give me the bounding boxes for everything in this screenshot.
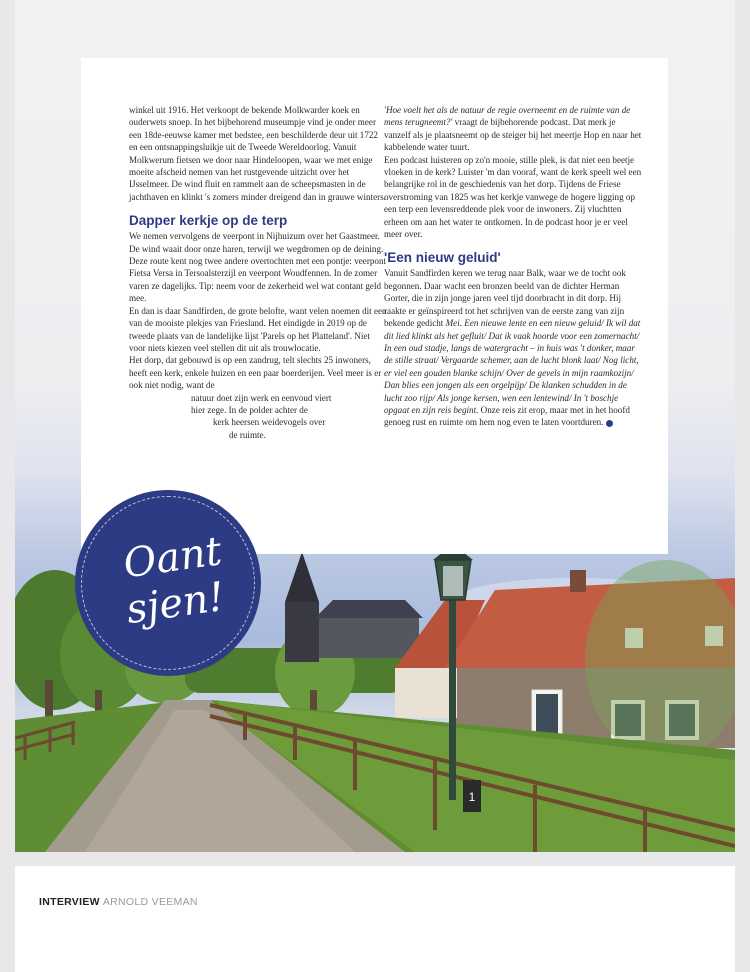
poem-quote: Een nieuwe lente en een nieuw geluid/ Ik wil dat dit lied klinkt als het gefluit/ Dat ik vaak hoorde voor een zomernacht/ In een oud stadje, langs de watergracht – in huis was 't donker, maar de stille straat/ Vergaarde schemer, aan de lucht blonk laat/ Nog licht, er viel een gouden blanke schijn/ Over de gevels in mijn raamkozijn/ Dan blies een jongen als een orgelpijp/ De klanken schudden in de lucht zoo rijp/ Als jonge kersen, wen een lentewind/ In 't boschje opgaat en zijn reis begint.: [384, 318, 641, 415]
footer-author: ARNOLD VEEMAN: [102, 896, 198, 908]
signpost-number: 1: [468, 790, 476, 804]
article-text: .: [459, 318, 465, 329]
article-column-left: [129, 104, 387, 441]
article-text: vraagt de bijbehorende podcast. Dat merk je vanzelf als je plaatsneemt op de steiger bij het meertje Hop en naar het kabbelende water tuurt.: [384, 117, 642, 153]
article-text: Vanuit Sandfirden keren we terug naar Balk, waar we de tocht ook begonnen. Daar wacht een bronzen beeld van de dichter Herman Gorter, die in zijn jonge jaren veel tijd doorbracht in dit dorp. Hij raakte er geïnspireerd tot het schrijven van de eerste zang van zijn bekende gedicht: [384, 268, 626, 329]
article-paragraph: We nemen vervolgens de veerpont in Nijhuizum over het Gaastmeer. De wind waait door onze haren, terwijl we wegdromen op de deining. Deze route kent nog twee andere overtochten met een pontje: veerpont Fietsa Versa in Tersoalsterzijl en veerpont Woudfennen. In de zomer varen ze dagelijks. Tip: neem voor de zekerheid wel wat contant geld mee.: [129, 231, 387, 304]
church: [285, 540, 423, 662]
article-paragraph: Het dorp, dat gebouwd is op een zandrug, telt slechts 25 inwoners, heeft een kerk, enkele huizen en een paar boerderijen. Veel meer is er ook niet nodig, want de: [129, 355, 382, 391]
article-text-panel: [81, 58, 668, 554]
oant-sjen-badge: [75, 490, 261, 676]
article-line: natuur doet zijn werk en eenvoud viert: [191, 392, 332, 403]
poem-title: Mei: [445, 318, 460, 329]
article-line: de ruimte.: [229, 429, 266, 440]
article-paragraph: En dan is daar Sandfirden, de grote belofte, want velen noemen dit een van de mooiste plekjes van Friesland. Het eindigde in 2019 op de tweede plaats van de landelijke lijst 'Parels op het Platteland'. Niet voor niets kiezen veel stellen dit uit als trouwlocatie.: [129, 305, 387, 353]
article-text: Onze reis zit erop, maar met in het hoofd genoeg rust en ruimte om hem nog even te laten voortduren.: [384, 404, 630, 428]
article-line: hier zege. In de polder achter de: [191, 404, 308, 415]
article-column-right: [384, 104, 642, 429]
magazine-page: [15, 0, 735, 852]
footer-section: INTERVIEW: [39, 896, 100, 908]
page-footer: [39, 896, 198, 908]
badge-text-line1: Oant: [120, 528, 225, 588]
section-heading: Dapper kerkje op de terp: [129, 213, 288, 229]
article-line: kerk heersen weidevogels over: [213, 417, 326, 428]
article-paragraph: Een podcast luisteren op zo'n mooie, stille plek, is dat niet een beetje vloeken in de kerk? Luister 'm dan vooraf, want de kerk speelt wel een belangrijke rol in de geschiedenis van het dorp. Tijdens de Friese overstroming van 1825 was het kerkje vanwege de hogere ligging op een terp een levensreddende plek voor de inwoners. Zij vluchtten erheen om aan het water te ontkomen. In de podcast hoor je er veel meer over.: [384, 154, 642, 240]
section-heading: 'Een nieuw geluid': [384, 250, 501, 266]
badge-text-line2: sjen!: [123, 573, 228, 634]
pull-quote: 'Hoe voelt het als de natuur de regie overneemt en de ruimte van de mens terugneemt?': [384, 105, 631, 128]
article-paragraph: winkel uit 1916. Het verkoopt de bekende Molkwarder koek en ouderwets snoep. In het bijbehorend museumpje vind je onder meer een 18de-eeuwse kamer met bedstee, een beschilderde deur uit 1722 en een ontsnappingsluikje uit de Tweede Wereldoorlog. Vanuit Molkwerum fietsen we door naar Hindeloopen, waar we met enige moeite afscheid nemen van het rustgevende uitzicht over het IJsselmeer. De wind fluit en rammelt aan de scheepsmasten in de jachthaven en klinkt 's zomers minder dreigend dan in grauwe winters.: [129, 105, 386, 202]
article-paragraph: [384, 267, 642, 428]
end-mark-icon: [606, 420, 613, 427]
next-page: [15, 866, 735, 972]
article-paragraph: [384, 104, 642, 154]
